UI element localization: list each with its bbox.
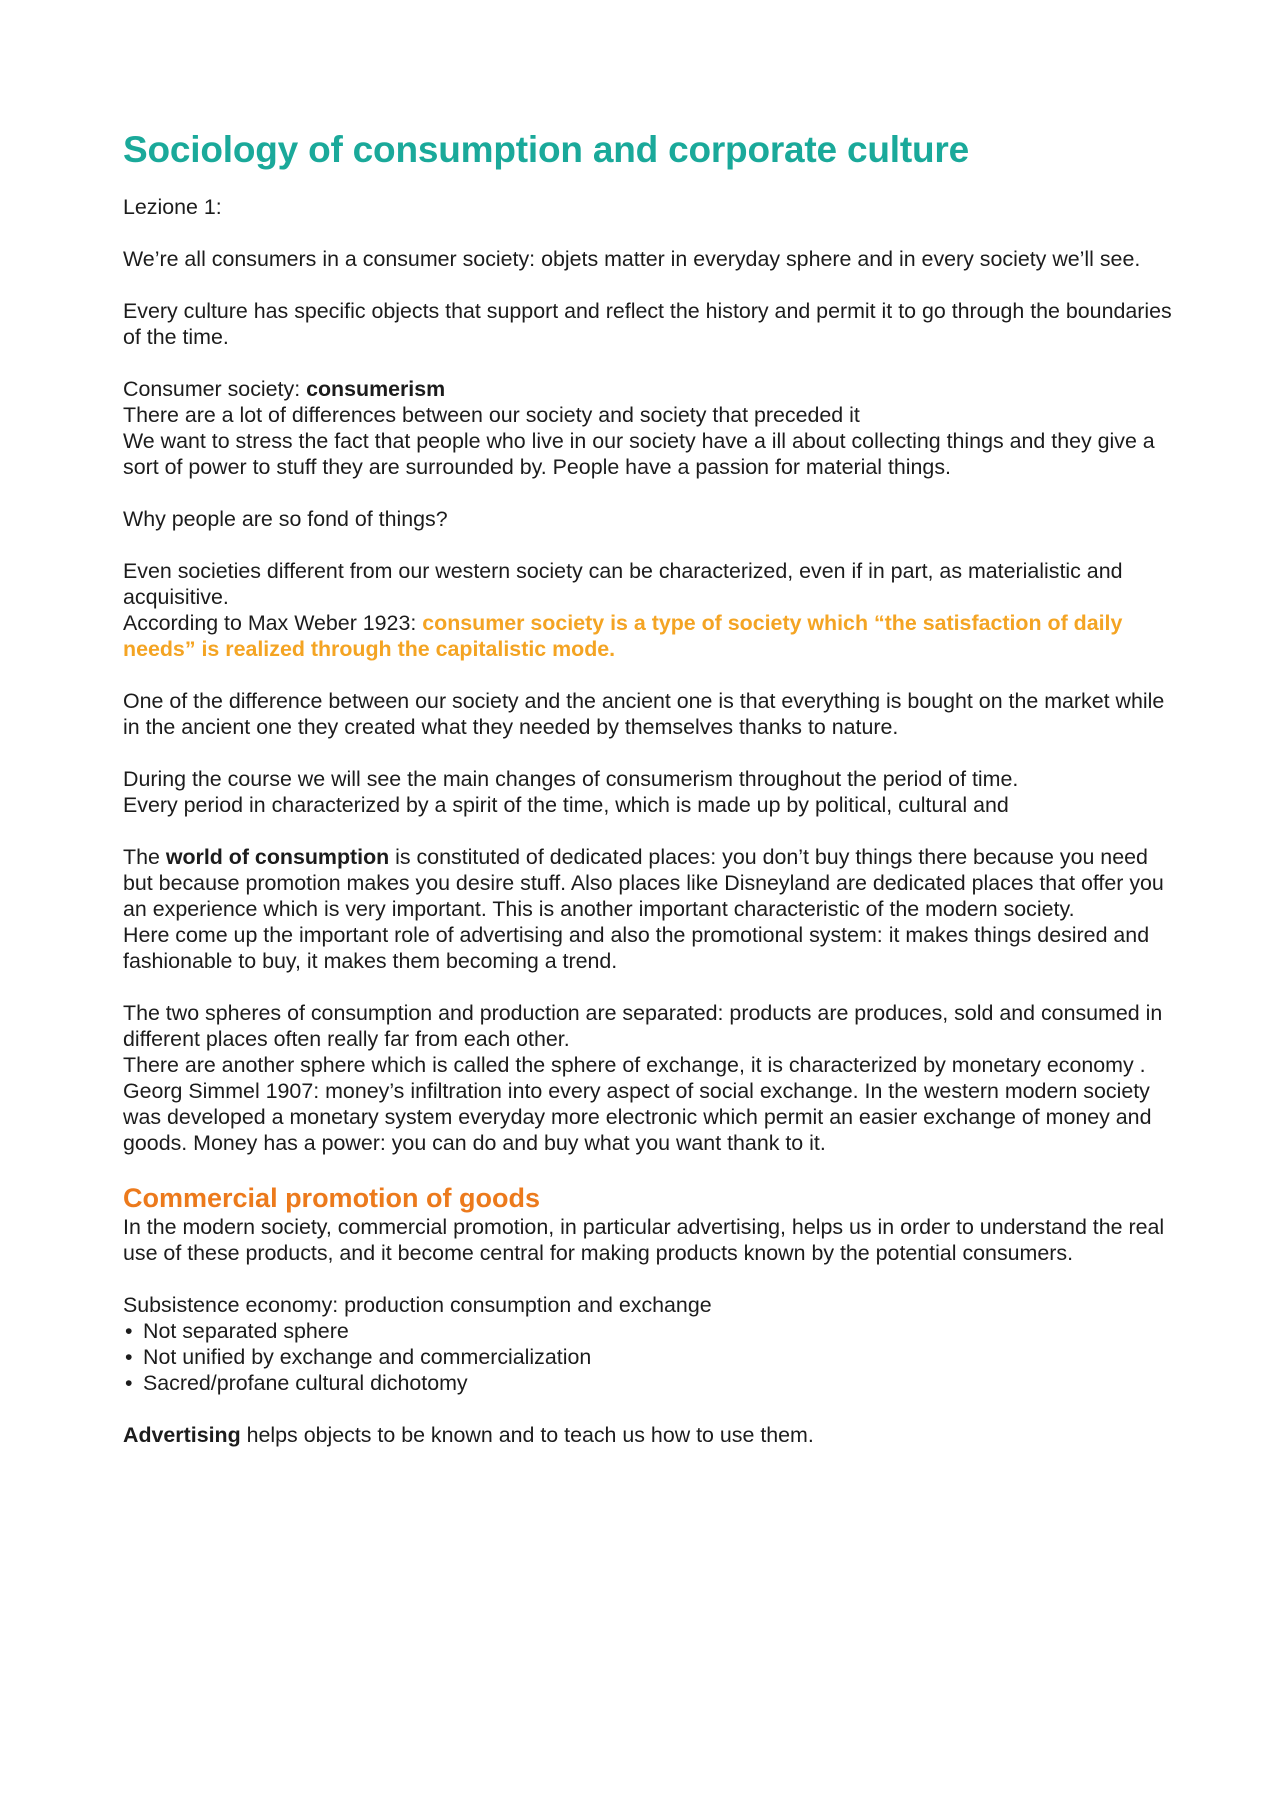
list-item [123,1370,1183,1396]
paragraph-max-weber [123,558,1183,662]
weber-highlight: consumer society is a type of society which “the satisfaction of daily needs” is realized through the capitalistic mode. [123,611,1123,661]
advertising-rest: helps objects to be known and to teach us how to use them. [240,1423,814,1447]
weber-citation: According to Max Weber 1923: [123,611,423,635]
world-of-consumption-line [123,844,1183,922]
paragraph-world-of-consumption [123,844,1183,974]
sphere-of-exchange-line: There are another sphere which is called the sphere of exchange, it is characterized by monetary economy . [123,1053,1146,1077]
paragraph-subsistence-economy: Subsistence economy: production consumption and exchange [123,1293,712,1317]
paragraph-course-changes [123,766,1183,818]
paragraph-ancient-society: One of the difference between our society and the ancient one is that everything is bought on the market while in the ancient one they created what they needed by themselves thanks to nature. [123,689,1165,739]
paragraph-commercial-promotion: In the modern society, commercial promotion, in particular advertising, helps us in order to understand the real use of these products, and it become central for making products known by the potential consumers. [123,1215,1165,1265]
differences-line: There are a lot of differences between our society and society that preceded it [123,403,860,427]
page-title: Sociology of consumption and corporate culture [123,129,969,170]
weber-definition [123,610,1183,662]
lesson-label: Lezione 1: [123,195,222,219]
bullet-icon: • [125,1319,133,1343]
spheres-separated-line: The two spheres of consumption and production are separated: products are produces, sold and consumed in different places often really far from each other. [123,1001,1163,1051]
paragraph-culture-objects: Every culture has specific objects that support and reflect the history and permit it to go through the boundaries of the time. [123,299,1172,349]
paragraph-consumers: We’re all consumers in a consumer society: objets matter in everyday sphere and in every society we’ll see. [123,247,1141,271]
paragraph-consumer-society [123,376,1183,480]
advertising-role-line: Here come up the important role of advertising and also the promotional system: it makes things desired and fashionable to buy, it makes them becoming a trend. [123,923,1150,973]
consumer-society-label: Consumer society: [123,377,307,401]
simmel-line: Georg Simmel 1907: money’s infiltration into every aspect of social exchange. In the western modern society was developed a monetary system everyday more electronic which permit an easier exchange of money and goods. Money has a power: you can do and buy what you want thank to it. [123,1079,1152,1155]
spirit-of-time-line: Every period in characterized by a spirit of the time, which is made up by political, cultural and [123,793,1009,817]
world-of-consumption-term: world of consumption [165,845,390,869]
bullet-text: Not unified by exchange and commercialization [143,1345,592,1369]
collecting-things-line: We want to stress the fact that people who live in our society have a ill about collecting things and they give a sort of power to stuff they are surrounded by. People have a passion for material things. [123,429,1155,479]
course-line: During the course we will see the main changes of consumerism throughout the period of time. [123,767,1019,791]
section-title-commercial-promotion: Commercial promotion of goods [123,1183,541,1213]
bullet-text: Sacred/profane cultural dichotomy [143,1371,468,1395]
subsistence-bullet-list [123,1318,1183,1396]
question-fond-of-things: Why people are so fond of things? [123,507,448,531]
list-item [123,1318,1183,1344]
paragraph-advertising [123,1422,1183,1448]
world-prefix: The [123,845,166,869]
bullet-text: Not separated sphere [143,1319,349,1343]
document-page [123,128,1183,1474]
consumer-society-heading [123,376,1183,402]
consumerism-term: consumerism [306,377,446,401]
bullet-icon: • [125,1371,133,1395]
advertising-term: Advertising [123,1423,241,1447]
bullet-icon: • [125,1345,133,1369]
world-rest: is constituted of dedicated places: you don’t buy things there because you need but because promotion makes you desire stuff. Also places like Disneyland are dedicated places that offer you an experience which is very important. This is another important characteristic of the modern society. [123,845,1164,921]
list-item [123,1344,1183,1370]
paragraph-spheres [123,1000,1183,1156]
materialistic-line: Even societies different from our western society can be characterized, even if in part, as materialistic and acquisitive. [123,559,1123,609]
